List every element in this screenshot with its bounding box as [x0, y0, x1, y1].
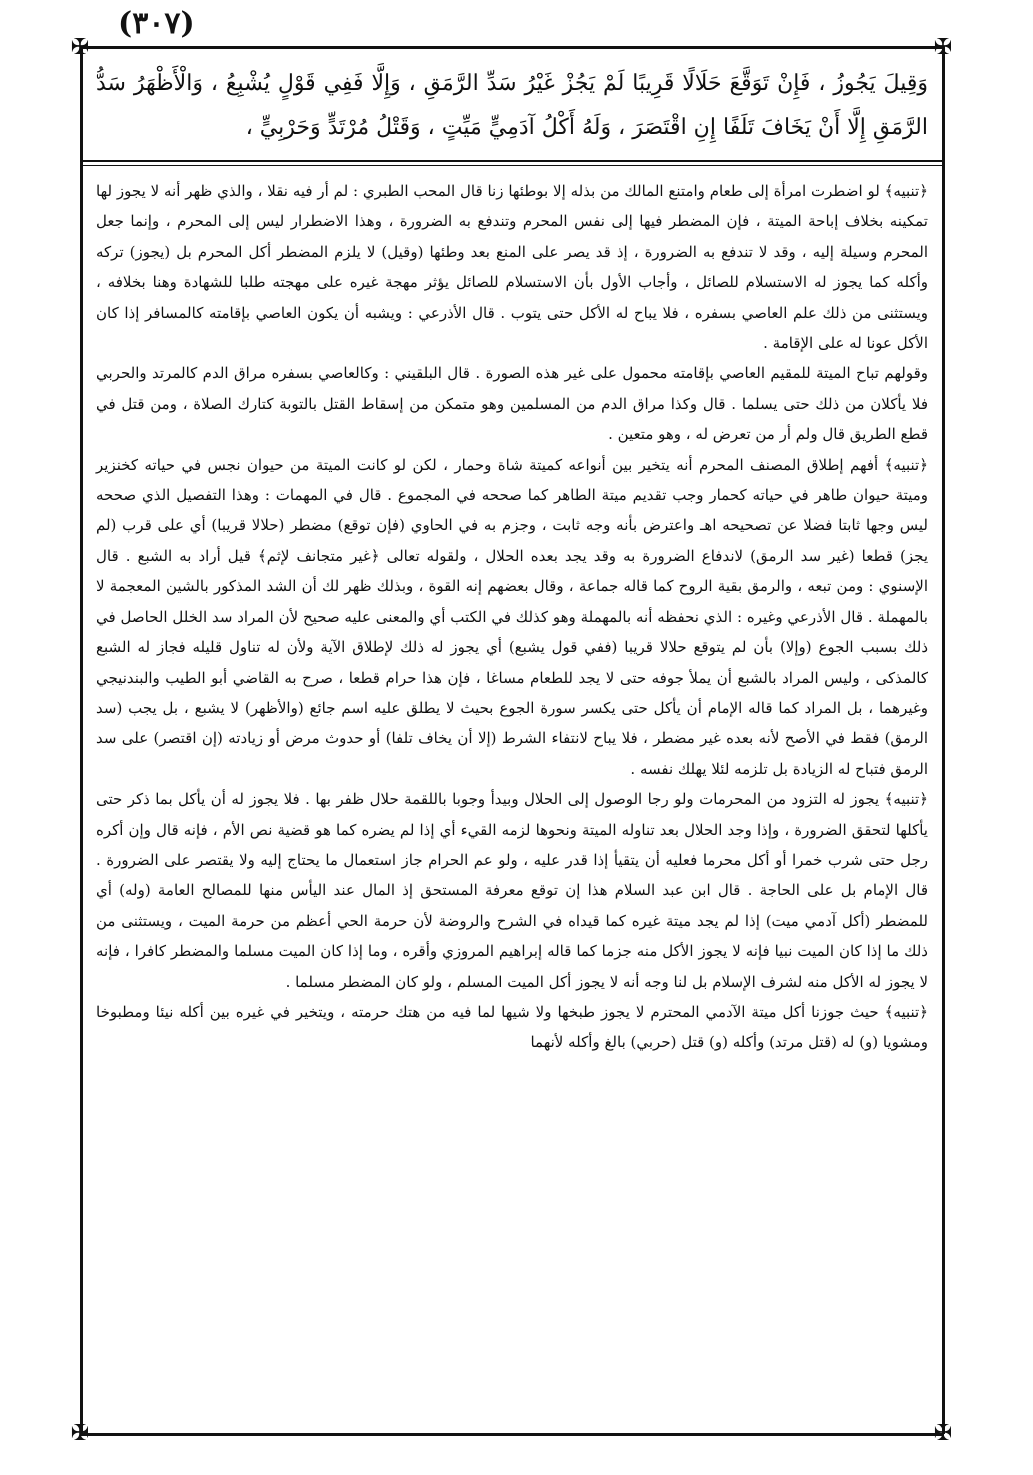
commentary-paragraph: ﴿تنبيه﴾ حيث جوزنا أكل ميتة الآدمي المحترم لا يجوز طبخها ولا شيها لما فيه من هتك حرمته ، ويتخير في غيره بين أكله نيئا ومطبوخا ومشويا (و) له (قتل مرتد) وأكله (و) قتل (حربي) بالغ وأكله لأنهما — [96, 1002, 928, 1052]
frame-top-border — [80, 46, 944, 49]
frame-bottom-border — [80, 1433, 944, 1436]
commentary — [96, 176, 928, 1058]
frame-left-border — [80, 46, 83, 1434]
commentary-paragraph: ﴿تنبيه﴾ لو اضطرت امرأة إلى طعام وامتنع المالك من بذله إلا بوطئها زنا قال المحب الطبري : لم أر فيه نقلا ، والذي ظهر أنه لا يجوز لها تمكينه بخلاف إباحة الميتة ، فإن المضطر فيها إلى نفس المحرم وتندفع به الضرورة ، وهذا الاضطرار ليس إلى المحرم ، وإنما جعل المحرم وسيلة إليه ، وقد لا تندفع به الضرورة ، إذ قد يصر على المنع بعد وطئها (وقيل) لا يلزم المضطر أكل المحرم بل (يجوز) تركه وأكله كما يجوز له الاستسلام للصائل ، وأجاب الأول بأن الاستسلام للصائل يؤثر مهجة غيره على مهجته طلبا للشهادة وهنا بخلافه ، ويستثنى من ذلك علم العاصي بسفره ، فلا يباح له الأكل حتى يتوب . قال الأذرعي : ويشبه أن يكون العاصي بإقامته كالمسافر إذا كان الأكل عونا له على الإقامة . — [96, 182, 928, 353]
matn-divider-thin — [80, 165, 944, 166]
matn-text: وَقِيلَ يَجُوزُ ، فَإِنْ تَوَقَّعَ حَلَالًا قَرِيبًا لَمْ يَجُزْ غَيْرُ سَدِّ الرَّمَقِ ، وَإِلَّا فَفِي قَوْلٍ يُشْبِعُ ، وَالْأَظْهَرُ سَدُّ الرَّمَقِ إِلَّا أَنْ يَخَافَ تَلَفًا إِنِ اقْتَصَرَ ، وَلَهُ أَكْلُ آدَمِيٍّ مَيِّتٍ ، وَقَتْلُ مُرْتَدٍّ وَحَرْبِيٍّ ، — [96, 71, 928, 140]
frame-right-border — [942, 46, 945, 1434]
corner-ornament-top-left: ✠ — [70, 35, 90, 60]
corner-ornament-top-right: ✠ — [933, 35, 953, 60]
commentary-paragraph: وقولهم تباح الميتة للمقيم العاصي بإقامته محمول على غير هذه الصورة . قال البلقيني : وكالعاصي بسفره مراق الدم كالمرتد والحربي فلا يأكلان من ذلك حتى يسلما . قال وكذا مراق الدم من المسلمين وهو متمكن من إسقاط القتل بالتوبة كتارك الصلاة ، ومن قتل في قطع الطريق قال ولم أر من تعرض له ، وهو متعين . — [96, 364, 928, 444]
commentary-paragraph: ﴿تنبيه﴾ أفهم إطلاق المصنف المحرم أنه يتخير بين أنواعه كميتة شاة وحمار ، لكن لو كانت الميتة من حيوان نجس في حياته كخنزير وميتة حيوان طاهر في حياته كحمار وجب تقديم ميتة الطاهر كما صححه في المجموع . قال في المهمات : وهذا التفصيل الذي صححه ليس وجها ثابتا فضلا عن تصحيحه اهـ واعترض بأنه وجه ثابت ، وجزم به في الحاوي (فإن توقع) مضطر (حلالا قريبا) أي على قرب (لم يجز) قطعا (غير سد الرمق) لاندفاع الضرورة به وقد يجد بعده الحلال ، ولقوله تعالى ﴿غير متجانف لإثم﴾ قيل أراد به الشبع . قال الإسنوي : ومن تبعه ، والرمق بقية الروح كما قاله جماعة ، وقال بعضهم إنه القوة ، وبذلك ظهر لك أن الشد المذكور بالشين المعجمة لا بالمهملة . قال الأذرعي وغيره : الذي نحفظه أنه بالمهملة وهو كذلك في الكتب أي والمعنى عليه صحيح لأن المراد سد الخلل الحاصل في ذلك بسبب الجوع (وإلا) بأن لم يتوقع حلالا قريبا (ففي قول يشبع) أي يجوز له ذلك لإطلاق الآية ولأن له تناول قليله فجاز له الشبع كالمذكى ، وليس المراد بالشبع أن يملأ جوفه حتى لا يجد للطعام مساغا ، فإن هذا حرام قطعا ، صرح به القاضي أبو الطيب والبندنيجي وغيرهما ، بل المراد كما قاله الإمام أن يأكل حتى يكسر سورة الجوع بحيث لا يطلق عليه اسم جائع (والأظهر) لا يشبع ، بل يجب (سد الرمق) فقط في الأصح لأنه بعده غير مضطر ، فلا يباح لانتفاء الشرط (إلا أن يخاف تلفا) أو حدوث مرض أو زيادته (إن اقتصر) على سد الرمق فتباح له الزيادة بل تلزمه لئلا يهلك نفسه . — [96, 455, 928, 778]
corner-ornament-bottom-right: ✠ — [933, 1421, 953, 1446]
matn-divider — [80, 160, 944, 162]
corner-ornament-bottom-left: ✠ — [70, 1421, 90, 1446]
page-number: (٣٠٧) — [118, 6, 195, 41]
commentary-paragraph: ﴿تنبيه﴾ يجوز له التزود من المحرمات ولو رجا الوصول إلى الحلال وبيدأ وجوبا باللقمة حلال ظفر بها . فلا يجوز له أن يأكل بما ذكر حتى يأكلها لتحقق الضرورة ، وإذا وجد الحلال بعد تناوله الميتة ونحوها لزمه القيء أي إذا لم يضره كما هو قضية نص الأم ، فإنه قال وإن أكره رجل حتى شرب خمرا أو أكل محرما فعليه أن يتقيأ إذا قدر عليه ، ولو عم الحرام جاز استعمال ما يحتاج إليه ولا يقتصر على الضرورة . قال الإمام بل على الحاجة . قال ابن عبد السلام هذا إن توقع معرفة المستحق إذ المال عند اليأس منها للمصالح العامة (وله) أي للمضطر (أكل آدمي ميت) إذا لم يجد ميتة غيره كما قيداه في الشرح والروضة لأن حرمة الحي أعظم من حرمة الميت ، ويستثنى من ذلك ما إذا كان الميت نبيا فإنه لا يجوز الأكل منه جزما كما قاله إبراهيم المروزي وأقره ، وما إذا كان الميت مسلما والمضطر كافرا ، فإنه لا يجوز له الأكل منه لشرف الإسلام بل لنا وجه أنه لا يجوز أكل الميت المسلم ، ولو كان المضطر مسلما . — [96, 790, 928, 991]
